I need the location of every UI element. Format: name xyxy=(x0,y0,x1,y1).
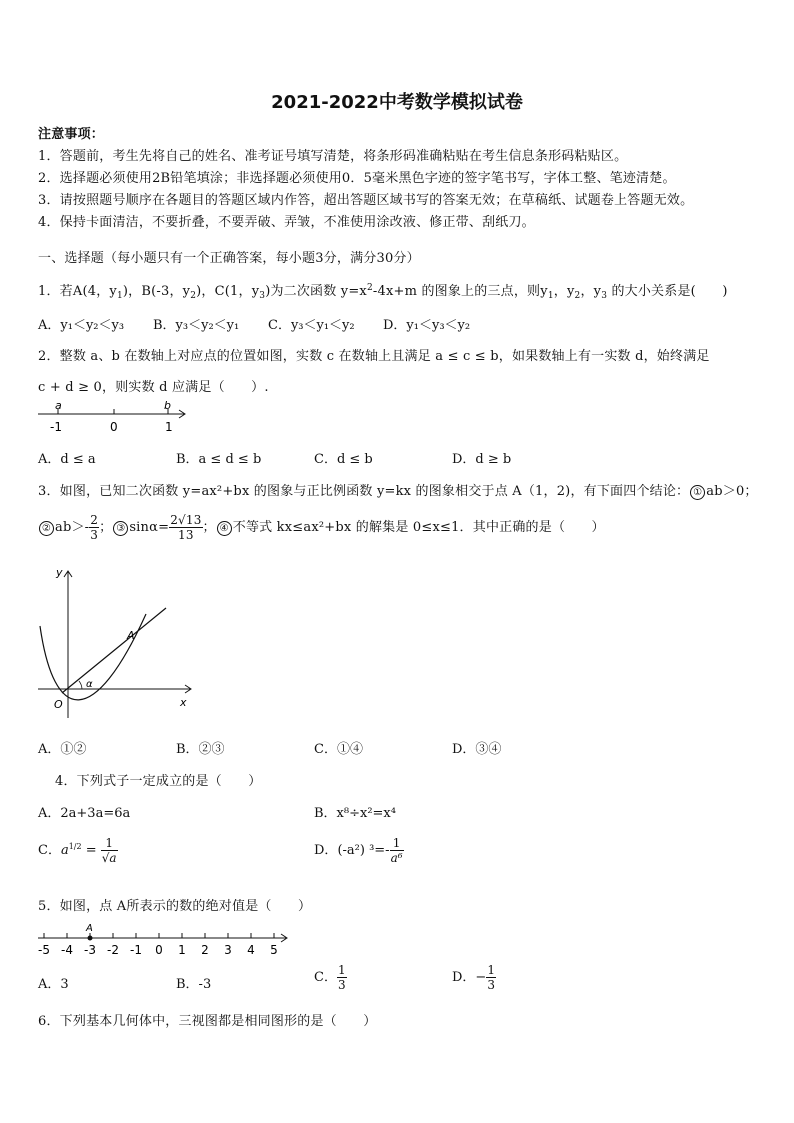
page-title: 2021-2022中考数学模拟试卷 xyxy=(271,92,523,113)
point-a xyxy=(88,936,93,941)
q3-option-b[interactable]: B．②③ xyxy=(176,742,225,757)
q5-option-b[interactable]: B．-3 xyxy=(176,977,212,992)
y-label: y xyxy=(56,566,63,579)
q2-stem-line1: 2．整数 a、b 在数轴上对应点的位置如图，实数 c 在数轴上且满足 a ≤ c ≤ b，如果数轴上有一实数 d，始终满足 xyxy=(38,349,710,364)
point-a-label: A xyxy=(127,629,135,642)
q5-tick-label: -4 xyxy=(61,943,73,957)
origin-label: O xyxy=(54,698,63,711)
q6-stem: 6．下列基本几何体中，三视图都是相同图形的是（ ） xyxy=(38,1014,377,1029)
parabola xyxy=(40,614,146,700)
q3-stem-line1: 3．如图，已知二次函数 y=ax²+bx 的图象与正比例函数 y=kx 的图象相交于点 A（1，2)，有下面四个结论： ① ab＞0； xyxy=(38,484,758,499)
q1-option-a[interactable]: A．y₁＜y₂＜y₃ xyxy=(38,318,125,333)
q5-tick-label: -5 xyxy=(38,943,50,957)
q5-number-line xyxy=(34,918,294,960)
q4-option-d[interactable]: D．(-a²) ³=- $\frac{1}{\text{a⁶}}$ xyxy=(314,836,403,865)
q5-tick-label: 1 xyxy=(178,943,186,957)
q5-tick-label: 3 xyxy=(224,943,232,957)
q3-option-a[interactable]: A．①② xyxy=(38,742,87,757)
tick-label-neg1: -1 xyxy=(50,420,62,434)
point-a-label: A xyxy=(86,923,93,934)
q5-option-c[interactable]: C． $\frac{1}{3}$ xyxy=(314,963,346,992)
alpha-arc xyxy=(79,681,82,689)
tick-label-1: 1 xyxy=(165,420,173,434)
q1-option-d[interactable]: D．y₁＜y₃＜y₂ xyxy=(383,318,471,333)
q5-option-a[interactable]: A．3 xyxy=(38,977,69,992)
q5-tick-label: 2 xyxy=(201,943,209,957)
q2-option-b[interactable]: B．a ≤ d ≤ b xyxy=(176,452,262,467)
q3-stem-line2: ② ab＞- $\frac{2}{3}$ ； ③ sinα= $\frac{2√13}{13}$ ； ④ 不等式 kx≤ax²+bx 的解集是 0≤x≤1．其中正确的是（ ） xyxy=(38,513,605,542)
section-heading: 一、选择题（每小题只有一个正确答案，每小题3分，满分30分） xyxy=(38,251,420,266)
q2-stem-line2: c + d ≥ 0，则实数 d 应满足（ ）. xyxy=(38,380,269,395)
q5-tick-label: -1 xyxy=(130,943,142,957)
q3-option-c[interactable]: C．①④ xyxy=(314,742,363,757)
q4-option-b[interactable]: B．x⁸÷x²=x⁴ xyxy=(314,806,396,821)
line-ykx xyxy=(62,608,166,693)
q5-stem: 5．如图，点 A所表示的数的绝对值是（ ） xyxy=(38,899,312,914)
q4-stem: 4．下列式子一定成立的是（ ） xyxy=(55,774,262,789)
q3-option-d[interactable]: D．③④ xyxy=(452,742,502,757)
q4-option-c[interactable]: C．$a^{1/2}$ = $\frac{1}{√a}$ xyxy=(38,836,117,865)
q5-option-d[interactable]: D．− $\frac{1}{3}$ xyxy=(452,963,495,992)
q1-option-c[interactable]: C．y₃＜y₁＜y₂ xyxy=(268,318,355,333)
label-a: a xyxy=(55,399,62,412)
q5-tick-label: -3 xyxy=(84,943,96,957)
q5-tick-label: 5 xyxy=(270,943,278,957)
q2-number-line xyxy=(34,398,194,438)
q5-tick-label: -2 xyxy=(107,943,119,957)
q1-stem: 1．若A(4，$y_1$)，B(-3，$y_2$)，C(1，$y_3$)为二次函数 $y=x^2-4x+m$ 的图象上的三点，则$y_1$，$y_2$，$y_3$ 的大小关系是( ) xyxy=(38,283,728,301)
circled-1: ① xyxy=(690,485,705,500)
q3-graph xyxy=(34,564,199,722)
label-b: b xyxy=(164,399,171,412)
alpha-label: α xyxy=(86,679,93,690)
q2-option-a[interactable]: A．d ≤ a xyxy=(38,452,96,467)
notice-heading: 注意事项： xyxy=(38,127,105,142)
notice-item-4: 4．保持卡面清洁，不要折叠，不要弄破、弄皱，不准使用涂改液、修正带、刮纸刀。 xyxy=(38,215,535,230)
notice-item-3: 3．请按照题号顺序在各题目的答题区域内作答，超出答题区域书写的答案无效；在草稿纸、试题卷上答题无效。 xyxy=(38,193,694,208)
q2-option-d[interactable]: D．d ≥ b xyxy=(452,452,512,467)
q5-tick-label: 0 xyxy=(155,943,163,957)
q1-option-b[interactable]: B．y₃＜y₂＜y₁ xyxy=(153,318,240,333)
tick-label-0: 0 xyxy=(110,420,118,434)
q5-tick-label: 4 xyxy=(247,943,255,957)
q4-option-a[interactable]: A．2a+3a=6a xyxy=(38,806,131,821)
x-label: x xyxy=(180,696,187,709)
notice-item-2: 2．选择题必须使用2B铅笔填涂；非选择题必须使用0．5毫米黑色字迹的签字笔书写，字体工整、笔迹清楚。 xyxy=(38,171,676,186)
q2-option-c[interactable]: C．d ≤ b xyxy=(314,452,373,467)
notice-item-1: 1．答题前，考生先将自己的姓名、准考证号填写清楚，将条形码准确粘贴在考生信息条形码粘贴区。 xyxy=(38,149,628,164)
